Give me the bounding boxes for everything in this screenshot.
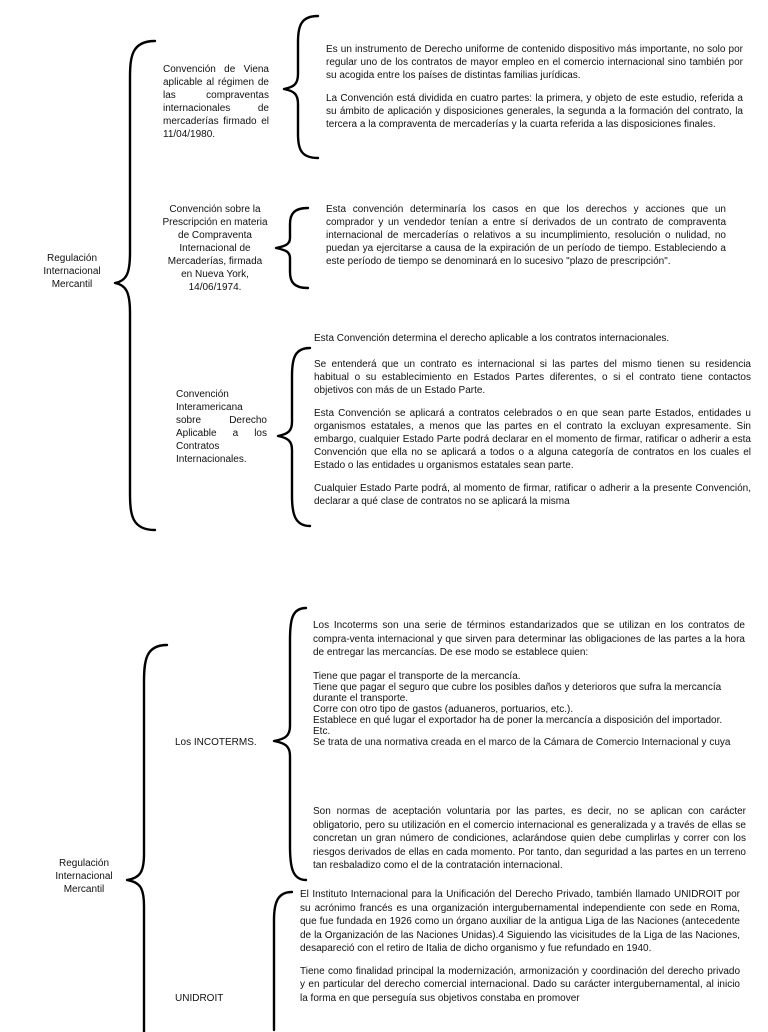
- paragraph: Tiene como finalidad principal la modernización, armonización y coordinación del derecho privado y en particular del derecho comercial internacional. Dado su carácter intergubernamental, al inicio la forma en que perseguía sus objetivos constaba en promover: [300, 965, 740, 1004]
- list-item: Se trata de una normativa creada en el marco de la Cámara de Comercio Internacional y cuya: [313, 737, 731, 748]
- unidroit-label: UNIDROIT: [175, 993, 224, 1004]
- item-vienna-text: [326, 43, 743, 131]
- incoterms-closing: Son normas de aceptación voluntaria por las partes, es decir, no se aplican con carácter obligatorio, pero su utilización en el comercio internacional es generalizada y a través de ellas se concretan un gran número de condiciones, aclarándose quien debe cumplirlas y correr con los riesgos derivados de ellas en cada momento. Por tanto, dan seguridad a las partes en un terreno tan resbaladizo como el de la contratación internacional.: [313, 806, 746, 871]
- item-interamerican-intro: Esta Convención determina el derecho aplicable a los contratos internacionales.: [314, 333, 670, 344]
- paragraph: Cualquier Estado Parte podrá, al momento de firmar, ratificar o adherir a la presente Convención, declarar a qué clase de contratos no se aplicará la misma: [314, 483, 751, 507]
- paragraph: La Convención está dividida en cuatro partes: la primera, y objeto de este estudio, referida a su ámbito de aplicación y disposiciones generales, la segunda a la formación del contrato, la tercera a la compraventa de mercaderías y la cuarta referida a las disposiciones finales.: [326, 93, 743, 130]
- list-item: Tiene que pagar el seguro que cubre los posibles daños y deterioros que sufra la mercancía durante el transporte.: [313, 682, 722, 704]
- list-item: Etc.: [313, 726, 331, 737]
- item-interamerican-label: Convención Interamericana sobre Derecho Aplicable a los Contratos Internacionales.: [176, 389, 267, 465]
- unidroit-brace: [256, 890, 296, 1030]
- paragraph: Es un instrumento de Derecho uniforme de contenido dispositivo más importante, no solo por regular uno de los contratos de mayor empleo en el comercio internacional sino también por su acogida entre los países de distintas familias jurídicas.: [326, 44, 743, 81]
- item-vienna-brace: [280, 14, 322, 160]
- paragraph: Esta Convención se aplicará a contratos celebrados o en que sean parte Estados, entidades u organismos estatales, a menos que las partes en el contrato la excluyan expresamente. Sin embargo, cualquier Estado Parte podrá declarar en el momento de firmar, ratificar o adherir a esta Convención que ella no se aplicará a todos o a alguna categoría de contratos en los cuales el Estado o las entidades u organismos estatales sean parte.: [314, 408, 751, 471]
- incoterms-intro: Los Incoterms son una serie de términos estandarizados que se utilizan en los contratos de compra-venta internacional y que sirven para determinar las obligaciones de las partes a la hora de entregar las mercancías. De ese modo se establece quien:: [313, 620, 745, 658]
- root-label: Regulación Internacional Mercantil: [43, 253, 101, 290]
- root-brace: [122, 642, 172, 1032]
- item-interamerican-text: [314, 358, 751, 508]
- paragraph: El Instituto Internacional para la Unificación del Derecho Privado, también llamado UNIDROIT por su acrónimo francés es una organización intergubernamental independiente con sede en Roma, que fue fundada en 1926 como un órgano auxiliar de la antigua Liga de las Naciones (antecedente de la Organización de las Naciones Unidas).4 Siguiendo las vicisitudes de la Liga de las Naciones, desapareció con el retiro de Italia de dicho organismo y fue refundado en 1940.: [300, 889, 740, 954]
- unidroit-text: [300, 888, 740, 1005]
- incoterms-list: [313, 671, 749, 748]
- list-item: Tiene que pagar el transporte de la mercancía.: [313, 671, 521, 682]
- list-item: Establece en qué lugar el exportador ha de poner la mercancía a disposición del importador.: [313, 715, 723, 726]
- paragraph: Esta convención determinaría los casos en que los derechos y acciones que un comprador y un vendedor tenían a entre sí derivados de un contrato de compraventa internacional de mercaderías o relativos a su incumplimiento, resolución o nulidad, no puedan ya ejercitarse a causa de la expiración de un período de tiempo. Estableciendo a este período de tiempo se denominará en lo sucesivo "plazo de prescripción".: [326, 204, 726, 267]
- item-prescription-label: Convención sobre la Prescripción en materia de Compraventa Internacional de Mercaderías, firmada en Nueva York, 14/06/1974.: [162, 204, 268, 293]
- item-prescription-text: [326, 203, 726, 268]
- paragraph: Se entenderá que un contrato es internacional si las partes del mismo tienen su residencia habitual o su establecimiento en Estados Partes diferentes, o si el contrato tiene contactos objetivos con más de un Estado Parte.: [314, 359, 751, 396]
- list-item: Corre con otro tipo de gastos (aduaneros, portuarios, etc.).: [313, 704, 574, 715]
- item-prescription-brace: [272, 206, 312, 290]
- item-vienna-label: Convención de Viena aplicable al régimen de las compraventas internacionales de mercaderías firmado el 11/04/1980.: [163, 64, 269, 140]
- root-label: Regulación Internacional Mercantil: [55, 858, 113, 895]
- incoterms-brace: [270, 606, 310, 882]
- incoterms-label: Los INCOTERMS.: [175, 737, 257, 748]
- root-brace: [110, 38, 160, 532]
- item-interamerican-brace: [274, 346, 314, 528]
